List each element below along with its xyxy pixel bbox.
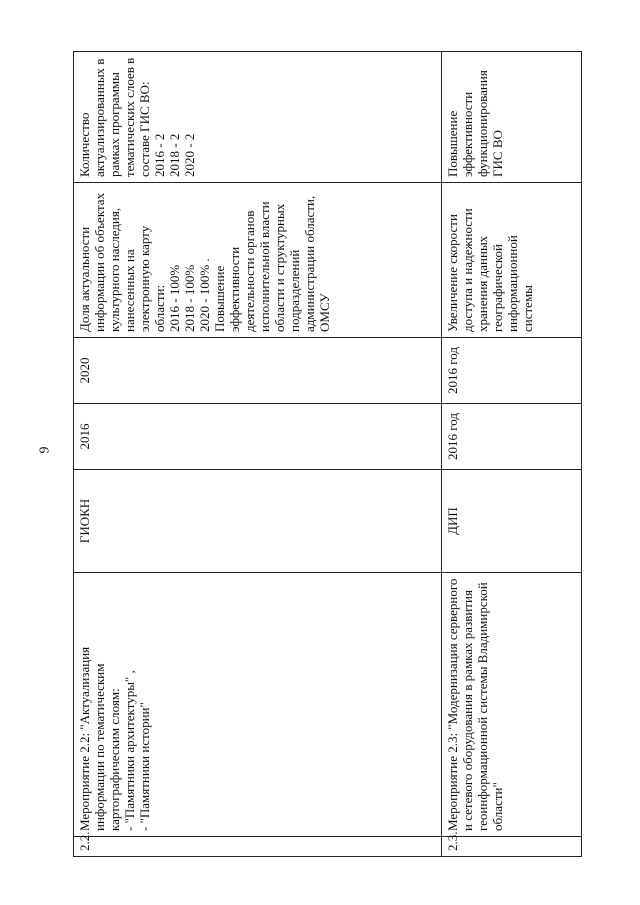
- row-number: 2.2.: [74, 837, 442, 857]
- start-year-cell: 2016 год: [442, 404, 582, 470]
- end-year-cell: 2016 год: [442, 338, 582, 404]
- activity-cell: Мероприятие 2.3: "Модернизация серверного и сетевого оборудования в рамках развития геоинформационной системы Владимирской области": [442, 573, 582, 837]
- table-row: [74, 52, 442, 857]
- indicator-cell: Количество актуализированных в рамках программы тематических слоев в составе ГИС ВО: 2016 - 2 2018 - 2 2020 - 2: [74, 52, 442, 183]
- executor-cell: ГИОКН: [74, 470, 442, 573]
- rotated-table-container: [73, 52, 581, 857]
- activity-cell: Мероприятие 2.2: "Актуализация информации по тематическим картографическим слоям: - "Памятники архитектуры" , - "Памятники истории": [74, 573, 442, 837]
- executor-cell: ДИП: [442, 470, 582, 573]
- indicator-cell: Повышение эффективности функционирования ГИС ВО: [442, 52, 582, 183]
- table-frame: [73, 52, 581, 857]
- result-cell: Увеличение скорости доступа и надежности хранения данных географической информационной системы: [442, 183, 582, 338]
- activities-table: [73, 51, 582, 857]
- result-cell: Доля актуальности информации об объектах культурного наследия, нанесенных на электронную карту области: 2016 - 100% 2018 - 100% 2020 - 100% . Повышение эффективности деятельности органов исполнительной власти области и структурных подразделений администрации области, ОМСУ: [74, 183, 442, 338]
- table-row: [442, 52, 582, 857]
- start-year-cell: 2016: [74, 404, 442, 470]
- page-number: 9: [37, 446, 53, 454]
- end-year-cell: 2020: [74, 338, 442, 404]
- row-number: 2.3.: [442, 837, 582, 857]
